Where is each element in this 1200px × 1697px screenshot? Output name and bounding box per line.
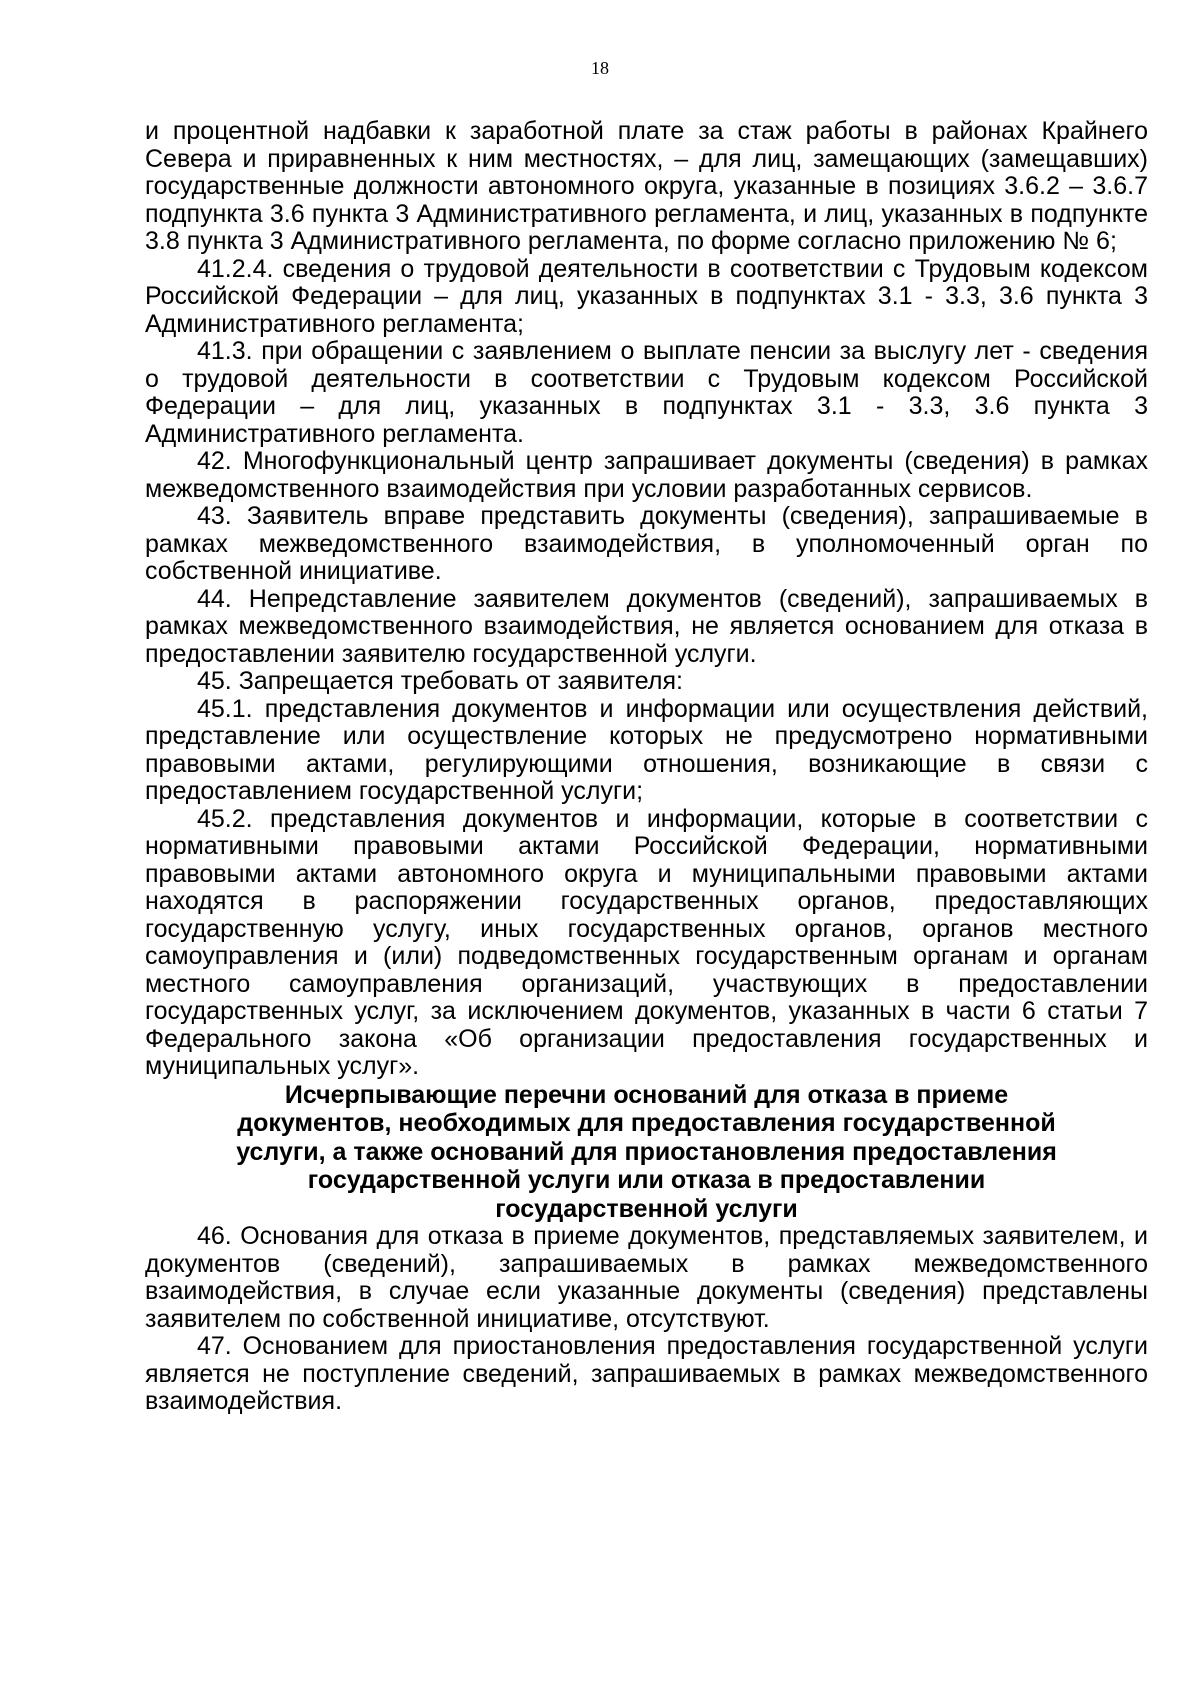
paragraph-42: 42. Многофункциональный центр запрашивает документы (сведения) в рамках межведомственного взаимодействия при условии разработанных сервисов. [145, 447, 1148, 503]
paragraph-41-2-4: 41.2.4. сведения о трудовой деятельности в соответствии с Трудовым кодексом Российской Федерации – для лиц, указанных в подпунктах 3.1 - 3.3, 3.6 пункта 3 Административного регламента; [145, 254, 1148, 338]
document-body [145, 118, 1148, 1416]
paragraph-46: 46. Основания для отказа в приеме документов, представляемых заявителем, и документов (сведений), запрашиваемых в рамках межведомственного взаимодействия, в случае если указанные документы (сведения) представлены заявителем по собственной инициативе, отсутствуют. [145, 1222, 1148, 1333]
section-heading: Исчерпывающие перечни оснований для отказа в приеме документов, необходимых для предоставления государственной услуги, а также оснований для приостановления предоставления государственной услуги или отказа в предоставлении государственной услуги [236, 1080, 1057, 1223]
paragraph-43: 43. Заявитель вправе представить документы (сведения), запрашиваемые в рамках межведомственного взаимодействия, в уполномоченный орган по собственной инициативе. [145, 502, 1148, 585]
paragraph-41-3: 41.3. при обращении с заявлением о выплате пенсии за выслугу лет - сведения о трудовой деятельности в соответствии с Трудовым кодексом Российской Федерации – для лиц, указанных в подпунктах 3.1 - 3.3, 3.6 пункта 3 Административного регламента. [145, 337, 1148, 448]
paragraph-continuation: и процентной надбавки к заработной плате за стаж работы в районах Крайнего Севера и приравненных к ним местностях, – для лиц, замещающих (замещавших) государственные должности автономного округа, указанные в позициях 3.6.2 – 3.6.7 подпункта 3.6 пункта 3 Административного регламента, и лиц, указанных в подпункте 3.8 пункта 3 Административного регламента, по форме согласно приложению № 6; [145, 117, 1148, 255]
paragraph-45-2: 45.2. представления документов и информации, которые в соответствии с нормативными правовыми актами Российской Федерации, нормативными правовыми актами автономного округа и муниципальными правовыми актами находятся в распоряжении государственных органов, предоставляющих государственную услугу, иных государственных органов, органов местного самоуправления и (или) подведомственных государственным органам и органам местного самоуправления организаций, участвующих в предоставлении государственных услуг, за исключением документов, указанных в части 6 статьи 7 Федерального закона «Об организации предоставления государственных и муниципальных услуг». [145, 804, 1148, 1080]
paragraph-44: 44. Непредставление заявителем документов (сведений), запрашиваемых в рамках межведомственного взаимодействия, не является основанием для отказа в предоставлении заявителю государственной услуги. [145, 584, 1148, 668]
paragraph-45: 45. Запрещается требовать от заявителя: [197, 667, 683, 695]
paragraph-45-1: 45.1. представления документов и информации или осуществления действий, представление или осуществление которых не предусмотрено нормативными правовыми актами, регулирующими отношения, возникающие в связи с предоставлением государственной услуги; [145, 694, 1148, 805]
page-number: 18 [591, 58, 609, 78]
paragraph-47: 47. Основанием для приостановления предоставления государственной услуги является не поступление сведений, запрашиваемых в рамках межведомственного взаимодействия. [145, 1332, 1148, 1415]
